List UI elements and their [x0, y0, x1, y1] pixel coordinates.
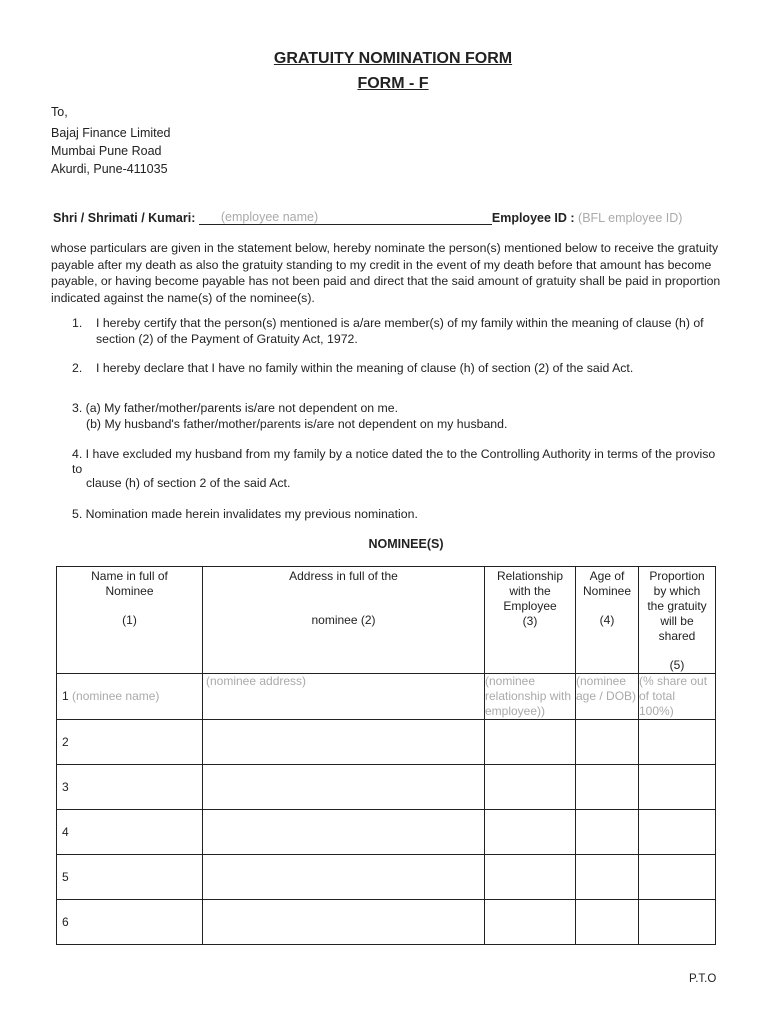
declaration-3b: (b) My husband's father/mother/parents is/are not dependent on my husband. — [86, 417, 508, 431]
nominee-1-share-placeholder-line-3: 100%) — [639, 704, 674, 718]
page-turn-over-note: P.T.O — [689, 973, 717, 985]
name-blank-lead — [199, 210, 221, 225]
nominee-heading: NOMINEE(S) — [368, 537, 444, 551]
nominee-6-share-cell[interactable] — [639, 900, 716, 945]
statement-line-2: payable after my death as also the gratuity standing to my credit in the event of my death before that amount has become — [51, 257, 712, 272]
nominee-2-age-cell[interactable] — [576, 720, 639, 765]
col-header-age-number: (4) — [599, 613, 615, 627]
col-header-proportion-line-4: will be — [660, 614, 694, 628]
col-header-relationship-line-1: Relationship — [496, 569, 564, 583]
nominee-1-share-cell[interactable] — [639, 674, 716, 720]
nominee-1-relationship-placeholder-line-2: relationship with — [485, 689, 572, 703]
col-header-relationship-number: (3) — [522, 614, 538, 628]
address-to: To, — [51, 105, 68, 119]
col-header-proportion-line-5: shared — [658, 629, 696, 643]
col-header-proportion-number: (5) — [669, 658, 685, 672]
employee-id-field[interactable]: (BFL employee ID) — [578, 211, 683, 225]
nominee-row-2 — [57, 720, 716, 765]
employee-id-label: Employee ID : — [491, 211, 575, 225]
form-subtitle: FORM - F — [357, 75, 429, 92]
nominee-2-share-cell[interactable] — [639, 720, 716, 765]
col-header-age — [576, 567, 639, 674]
nominee-1-share-placeholder-line-2: of total — [639, 689, 676, 703]
employee-name-placeholder: (employee name) — [220, 210, 319, 224]
statement-line-3: payable, or having become payable has not been paid and direct that the said amount of gratuity shall be paid in proportion — [51, 274, 721, 288]
nominee-2-name-cell[interactable] — [57, 720, 203, 765]
col-header-address-line-2: nominee (2) — [311, 613, 376, 627]
nominee-4-share-cell[interactable] — [639, 810, 716, 855]
nominee-5-age-cell[interactable] — [576, 855, 639, 900]
nominee-6-address-cell[interactable] — [203, 900, 485, 945]
nominee-4-age-cell[interactable] — [576, 810, 639, 855]
nominee-1-relationship-placeholder-line-3: employee)) — [485, 704, 546, 718]
col-header-name — [57, 567, 203, 674]
nominee-6-name-cell[interactable] — [57, 900, 203, 945]
nominee-1-relationship-cell[interactable] — [485, 674, 576, 720]
declaration-2-number: 2. — [72, 361, 83, 375]
nominee-6-number: 6 — [62, 915, 69, 929]
nominee-4-address-cell[interactable] — [203, 810, 485, 855]
col-header-relationship-line-2: with the — [509, 584, 551, 598]
nominee-table — [56, 566, 716, 945]
nominee-4-number: 4 — [62, 825, 69, 839]
declaration-3a: 3. (a) My father/mother/parents is/are not dependent on me. — [72, 401, 399, 415]
nominee-3-age-cell[interactable] — [576, 765, 639, 810]
nominee-1-address-placeholder: (nominee address) — [206, 674, 307, 688]
nomination-statement — [51, 240, 721, 306]
col-header-name-line-2: Nominee — [105, 584, 154, 598]
col-header-proportion-line-1: Proportion — [649, 569, 705, 583]
nominee-table-header-row — [57, 567, 716, 674]
nominee-5-address-cell[interactable] — [203, 855, 485, 900]
declarant-label: Shri / Shrimati / Kumari: — [53, 211, 196, 225]
address-line-3: Akurdi, Pune-411035 — [51, 162, 168, 176]
col-header-proportion-line-2: by which — [653, 584, 701, 598]
nominee-3-name-cell[interactable] — [57, 765, 203, 810]
declaration-1-text-line-2: section (2) of the Payment of Gratuity Act, 1972. — [96, 332, 358, 346]
nominee-3-number: 3 — [62, 780, 69, 794]
declaration-5: 5. Nomination made herein invalidates my previous nomination. — [72, 507, 418, 521]
nominee-1-share-placeholder-line-1: (% share out — [639, 674, 708, 688]
nominee-2-relationship-cell[interactable] — [485, 720, 576, 765]
nominee-row-1 — [57, 674, 716, 720]
nominee-5-number: 5 — [62, 870, 69, 884]
nominee-6-age-cell[interactable] — [576, 900, 639, 945]
nominee-1-relationship-placeholder-line-1: (nominee — [485, 674, 536, 688]
col-header-address-line-1: Address in full of the — [289, 569, 398, 583]
nominee-2-number: 2 — [62, 735, 69, 749]
nominee-1-number: 1 — [62, 689, 69, 703]
nominee-5-name-cell[interactable] — [57, 855, 203, 900]
declaration-1-text-line-1: I hereby certify that the person(s) mentioned is a/are member(s) of my family within the meaning of clause (h) of — [96, 316, 704, 330]
addressee-block — [51, 103, 171, 178]
nominee-row-5 — [57, 855, 716, 900]
col-header-age-line-1: Age of — [589, 569, 625, 583]
col-header-proportion — [639, 567, 716, 674]
form-title: GRATUITY NOMINATION FORM — [273, 50, 513, 67]
nominee-1-name-placeholder: (nominee name) — [72, 689, 160, 703]
col-header-name-line-1: Name in full of — [91, 569, 168, 583]
nominee-2-address-cell[interactable] — [203, 720, 485, 765]
statement-line-1: whose particulars are given in the statement below, hereby nominate the person(s) mentioned below to receive the gratuity — [51, 241, 719, 255]
col-header-relationship-line-3: Employee — [503, 599, 557, 613]
nominee-row-6 — [57, 900, 716, 945]
declarant-line — [53, 210, 682, 225]
nominee-6-relationship-cell[interactable] — [485, 900, 576, 945]
nominee-1-address-cell[interactable] — [203, 674, 485, 720]
nominee-4-name-cell[interactable] — [57, 810, 203, 855]
nominee-row-3 — [57, 765, 716, 810]
nominee-3-address-cell[interactable] — [203, 765, 485, 810]
employee-name-field[interactable] — [221, 210, 492, 225]
declaration-1-number: 1. — [72, 316, 83, 330]
nominee-row-4 — [57, 810, 716, 855]
nominee-3-share-cell[interactable] — [639, 765, 716, 810]
declaration-4-line-3: clause (h) of section 2 of the said Act. — [86, 476, 291, 490]
statement-line-4: indicated against the name(s) of the nominee(s). — [51, 290, 315, 305]
nominee-1-name-cell[interactable] — [57, 674, 203, 720]
declaration-4-line-2: to — [72, 462, 83, 476]
nominee-3-relationship-cell[interactable] — [485, 765, 576, 810]
nominee-4-relationship-cell[interactable] — [485, 810, 576, 855]
col-header-relationship — [485, 567, 576, 674]
nominee-5-share-cell[interactable] — [639, 855, 716, 900]
address-line-1: Bajaj Finance Limited — [51, 126, 171, 140]
col-header-age-line-2: Nominee — [582, 584, 632, 598]
col-header-proportion-line-3: the gratuity — [647, 599, 707, 613]
address-line-2: Mumbai Pune Road — [51, 144, 162, 158]
col-header-name-number: (1) — [122, 613, 137, 627]
nominee-1-age-cell[interactable] — [576, 674, 639, 720]
declaration-4-line-1: 4. I have excluded my husband from my family by a notice dated the to the Controlling Authority in terms of the proviso — [72, 447, 716, 461]
nominee-1-age-placeholder-line-2: age / DOB) — [576, 689, 637, 703]
col-header-address — [203, 567, 485, 674]
declaration-2-text: I hereby declare that I have no family within the meaning of clause (h) of section (2) of the said Act. — [96, 361, 634, 375]
nominee-1-age-placeholder-line-1: (nominee — [576, 674, 627, 688]
nominee-5-relationship-cell[interactable] — [485, 855, 576, 900]
